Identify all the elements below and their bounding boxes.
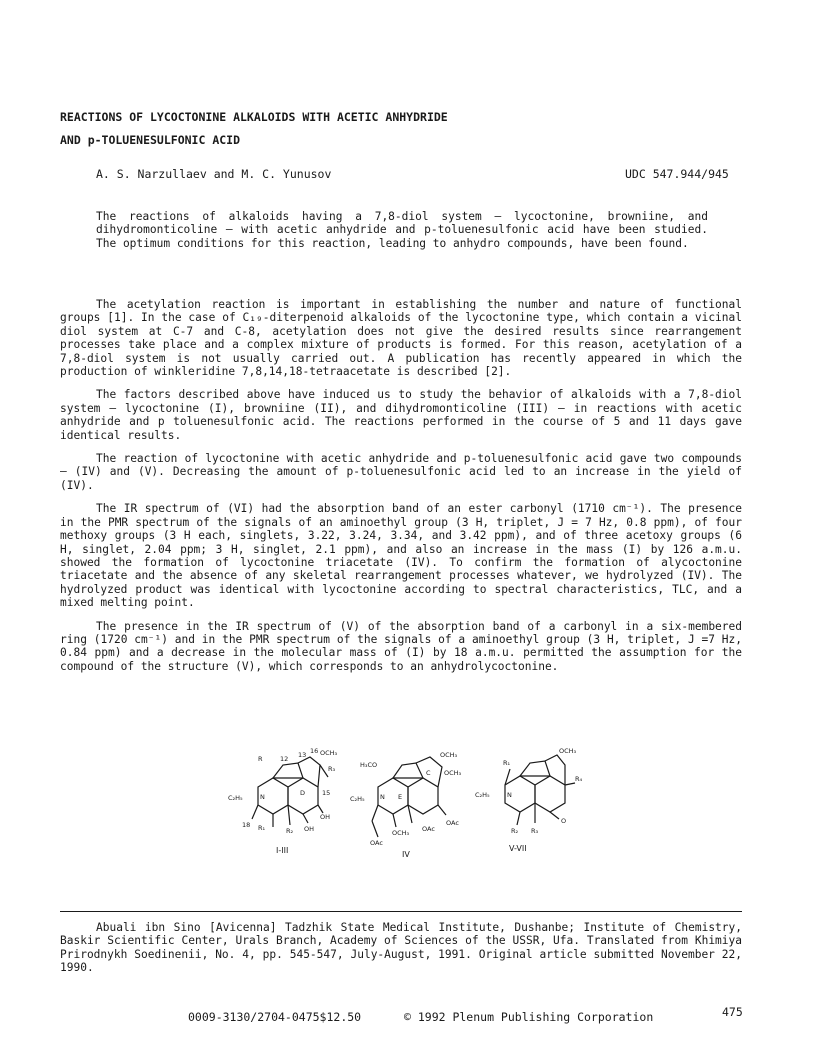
article-body xyxy=(60,298,742,683)
structure-v-vii-skeleton xyxy=(505,755,575,825)
structure-i-iii-label: C₂H₅ xyxy=(228,794,243,802)
footnote: Abuali ibn Sino [Avicenna] Tadzhik State Medical Institute, Dushanbe; Institute of Chemistry, Baskir Scientific Center, Urals Branch, Academy of Sciences of the USSR, Ufa. Translated from Khimiya Prirodnykh Soedinenii, No. 4, pp. 545-547, July-August, 1991. Original article submitted November 22, 1990. xyxy=(60,921,742,975)
paragraph: The reaction of lycoctonine with acetic anhydride and p-toluenesulfonic acid gave two compounds – (IV) and (V). Decreasing the amount of p-toluenesulfonic acid led to an increase in the yield of (IV). xyxy=(60,452,742,492)
structure-iv-label: C xyxy=(426,769,431,777)
structure-i-iii-label: R xyxy=(258,755,263,763)
structure-v-vii-label: R₄ xyxy=(575,775,583,783)
authors: A. S. Narzullaev and M. C. Yunusov xyxy=(96,167,332,181)
structure-iv-label: OCH₃ xyxy=(440,751,458,759)
structure-i-iii-label: 18 xyxy=(242,821,251,829)
structure-v-vii-label: R₂ xyxy=(511,827,519,835)
structure-v-vii-label: N xyxy=(507,791,512,799)
structure-i-iii-label: OCH₃ xyxy=(320,749,338,757)
title-line-1: REACTIONS OF LYCOCTONINE ALKALOIDS WITH ACETIC ANHYDRIDE xyxy=(60,110,448,124)
structure-i-iii-label: 15 xyxy=(322,789,331,797)
structure-v-vii-label: R₁ xyxy=(503,759,511,767)
abstract: The reactions of alkaloids having a 7,8-diol system – lycoctonine, browniine, and dihydromonticoline – with acetic anhydride and p-toluenesulfonic acid have been studied. The optimum conditions for this reaction, leading to anhydro compounds, have been found. xyxy=(96,210,708,250)
paragraph: The IR spectrum of (VI) had the absorption band of an ester carbonyl (1710 cm⁻¹). The presence in the PMR spectrum of the signals of an aminoethyl group (3 H, triplet, J = 7 Hz, 0.8 ppm), of four methoxy groups (3 H each, singlets, 3.22, 3.24, 3.34, and 3.42 ppm), and of three acetoxy groups (6 H, singlet, 2.04 ppm; 3 H, singlet, 2.1 ppm), and also an increase in the mass (I) by 126 a.m.u. showed the formation of lycoctonine triacetate (IV). To confirm the formation of alycoctonine triacetate and the absence of any skeletal rearrangement processes whatever, we hydrolyzed (IV). The hydrolyzed product was identical with lycoctonine according to spectral characteristics, TLC, and a mixed melting point. xyxy=(60,502,742,610)
structure-iv-label: N xyxy=(380,793,385,801)
structure-v-vii-label: OCH₃ xyxy=(559,747,577,755)
structure-i-iii-label: OH xyxy=(320,813,331,821)
structure-i-iii xyxy=(228,745,348,860)
structure-iv-label: OCH₃ xyxy=(392,829,410,837)
structure-caption: I-III xyxy=(276,846,289,855)
page-number: 475 xyxy=(722,1005,743,1019)
title-line-2: AND p-TOLUENESULFONIC ACID xyxy=(60,133,241,147)
structure-i-iii-label: D xyxy=(300,789,306,797)
structure-iv-label: H₃CO xyxy=(360,761,378,769)
copyright: © 1992 Plenum Publishing Corporation xyxy=(404,1010,654,1024)
structure-i-iii-label: R₃ xyxy=(328,765,336,773)
structure-i-iii-label: N xyxy=(260,793,265,801)
structure-iv-label: OAc xyxy=(446,819,459,827)
structure-i-iii-label: 12 xyxy=(280,755,289,763)
structure-iv-label: E xyxy=(398,793,403,801)
structure-i-iii-label: 16 xyxy=(310,747,319,755)
structure-i-iii-skeleton xyxy=(252,757,331,827)
structure-iv-label: OCH₃ xyxy=(444,769,462,777)
structure-v-vii-label: R₃ xyxy=(531,827,539,835)
structure-v-vii-label: C₂H₅ xyxy=(475,791,490,799)
structure-iv-label: C₂H₅ xyxy=(350,795,365,803)
structure-caption: IV xyxy=(402,850,410,859)
issn-code: 0009-3130/2704-0475$12.50 xyxy=(188,1010,362,1024)
structure-caption: V-VII xyxy=(509,844,527,853)
structure-v-vii-label: O xyxy=(561,817,567,825)
paragraph: The presence in the IR spectrum of (V) of the absorption band of a carbonyl in a six-membered ring (1720 cm⁻¹) and in the PMR spectrum of the signals of a aminoethyl group (3 H, triplet, J =7 Hz, 0.84 ppm) and a decrease in the molecular mass of (I) by 18 a.m.u. permitted the assumption for the compound of the structure (V), which corresponds to an anhydrolycoctonine. xyxy=(60,619,742,673)
article-title xyxy=(60,106,448,152)
structure-iv-label: OAc xyxy=(370,839,383,847)
structure-iv-label: OAc xyxy=(422,825,435,833)
footnote-divider xyxy=(60,911,742,912)
structure-v-vii xyxy=(475,745,590,857)
paragraph: The acetylation reaction is important in establishing the number and nature of functional groups [1]. In the case of C₁₉-diterpenoid alkaloids of the lycoctonine type, which contain a vicinal diol system at C-7 and C-8, acetylation does not give the desired results since rearrangement processes take place and a complex mixture of products is formed. For this reason, acetylation of a 7,8-diol system is not usually carried out. A publication has recently appeared in which the production of winkleridine 7,8,14,18-tetraacetate is described [2]. xyxy=(60,298,742,379)
structure-i-iii-label: 13 xyxy=(298,751,307,759)
structure-i-iii-label: OH xyxy=(304,825,315,833)
paragraph: The factors described above have induced us to study the behavior of alkaloids with a 7,8-diol system – lycoctonine (I), browniine (II), and dihydromonticoline (III) – in reactions with acetic anhydride and p toluenesulfonic acid. The reactions performed in the course of 5 and 11 days gave identical results. xyxy=(60,388,742,442)
structure-iv xyxy=(350,745,475,863)
structure-i-iii-label: R₁ xyxy=(258,824,266,832)
structure-i-iii-label: R₂ xyxy=(286,827,294,835)
udc-code: UDC 547.944/945 xyxy=(625,167,729,181)
